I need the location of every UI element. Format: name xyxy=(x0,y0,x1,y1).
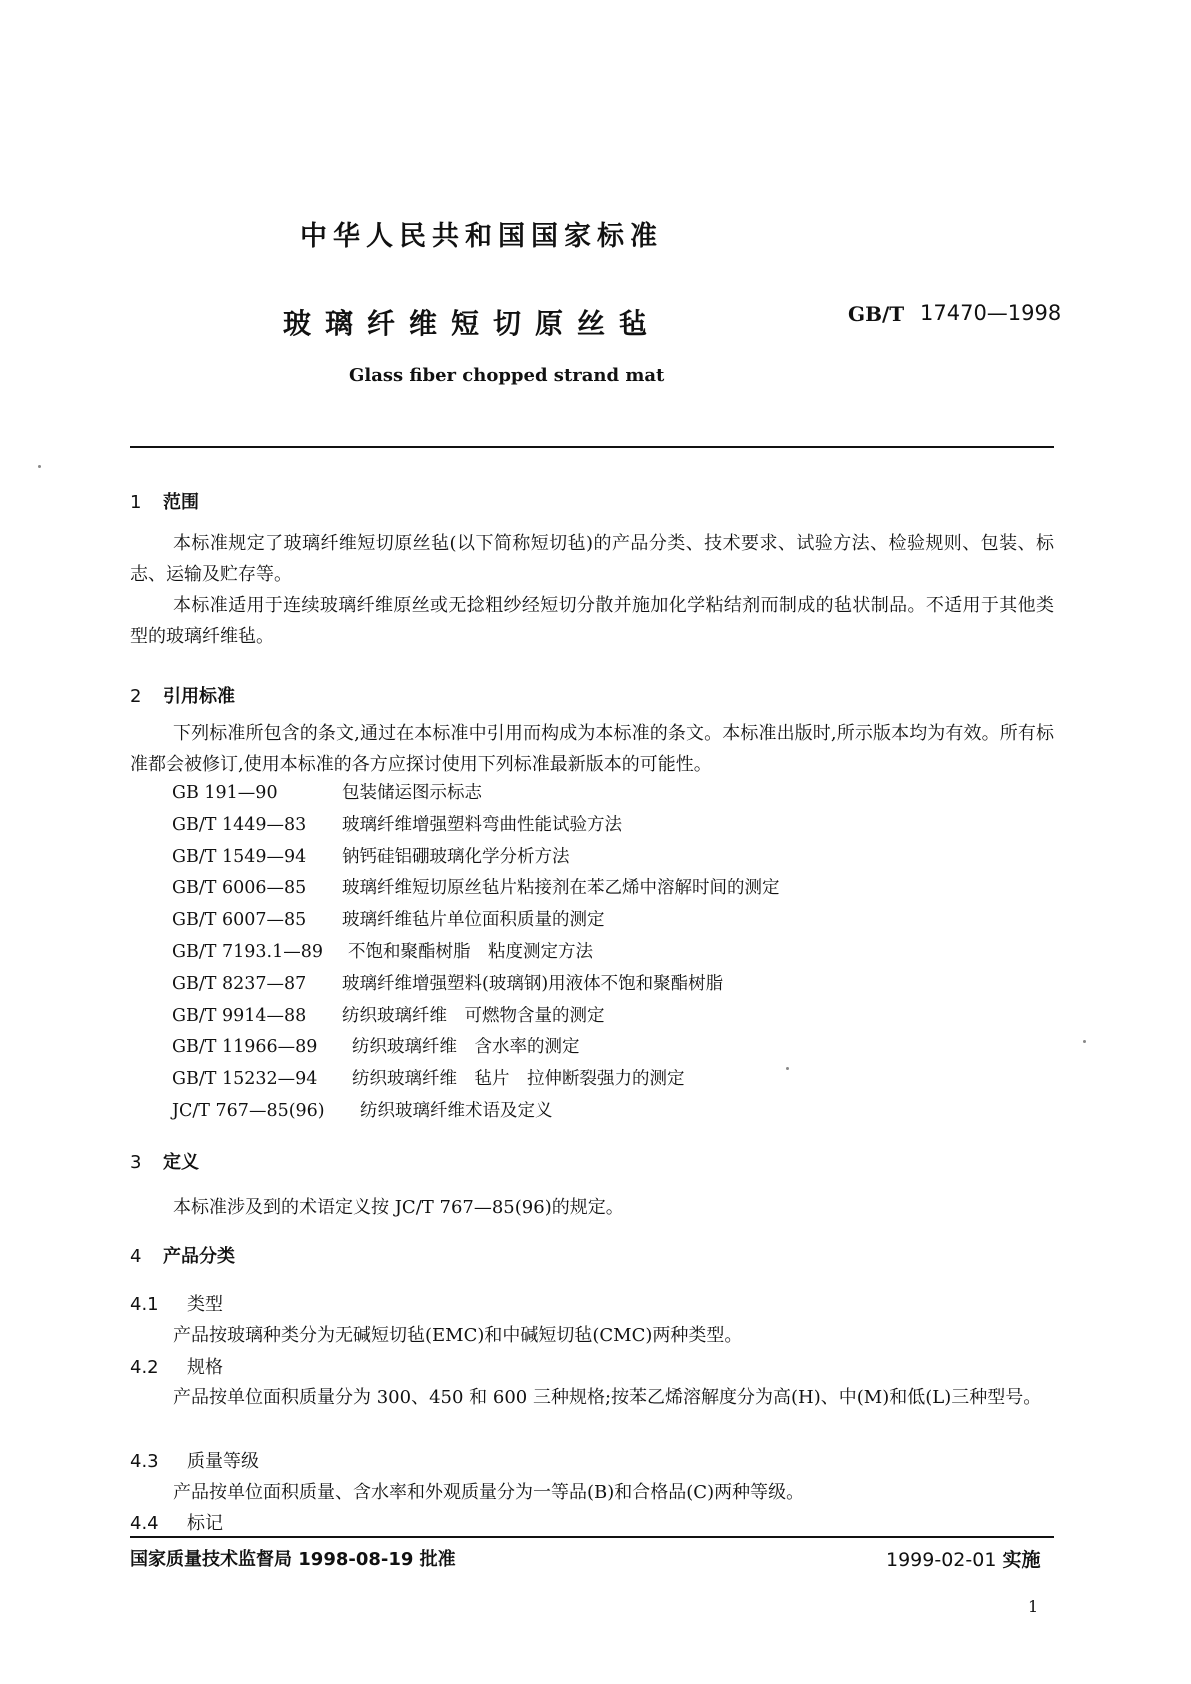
reference-title: 玻璃纤维短切原丝毡片粘接剂在苯乙烯中溶解时间的测定 xyxy=(342,878,780,899)
reference-title: 玻璃纤维增强塑料弯曲性能试验方法 xyxy=(342,814,622,835)
standard-number: 17470—1998 xyxy=(920,301,1062,325)
section-number: 4 xyxy=(130,1246,142,1267)
reference-code: GB/T 1549—94 xyxy=(172,846,307,867)
subsection-title: 类型 xyxy=(187,1294,223,1315)
standard-prefix: GB/T xyxy=(848,302,905,326)
section-1-paragraph: 本标准规定了玻璃纤维短切原丝毡(以下简称短切毡)的产品分类、技术要求、试验方法、检验规则、包装、标志、运输及贮存等。 xyxy=(130,533,1054,585)
section-number: 2 xyxy=(130,686,142,707)
subsection-4-3-paragraph: 产品按单位面积质量、含水率和外观质量分为一等品(B)和合格品(C)两种等级。 xyxy=(173,1482,805,1503)
reference-code: GB/T 9914—88 xyxy=(172,1005,307,1026)
reference-code: GB 191—90 xyxy=(172,783,278,803)
reference-item xyxy=(172,873,780,905)
subsection-4-1-heading xyxy=(130,1290,223,1316)
section-number: 3 xyxy=(130,1152,142,1173)
reference-title: 钠钙硅铝硼玻璃化学分析方法 xyxy=(342,846,570,867)
reference-item xyxy=(172,937,780,969)
reference-title: 纺织玻璃纤维 可燃物含量的测定 xyxy=(342,1005,605,1026)
section-number: 1 xyxy=(130,492,142,513)
scan-speck xyxy=(786,1067,789,1070)
subsection-4-4-heading xyxy=(130,1509,223,1535)
reference-item xyxy=(172,778,780,810)
reference-list xyxy=(172,778,780,1128)
section-2-heading xyxy=(130,682,235,708)
section-2-intro: 下列标准所包含的条文,通过在本标准中引用而构成为本标准的条文。本标准出版时,所示版本均为有效。所有标准都会被修订,使用本标准的各方应探讨使用下列标准最新版本的可能性。 xyxy=(130,723,1054,775)
header-divider xyxy=(130,446,1054,448)
national-standard-title: 中华人民共和国国家标准 xyxy=(300,221,663,252)
subsection-title: 质量等级 xyxy=(187,1451,259,1472)
section-title: 引用标准 xyxy=(163,686,235,707)
document-title-cn: 玻璃纤维短切原丝毡 xyxy=(283,307,662,340)
reference-code: GB/T 11966—89 xyxy=(172,1037,318,1058)
effective-label: 实施 xyxy=(1002,1549,1041,1571)
footer-divider xyxy=(130,1536,1054,1538)
reference-title: 玻璃纤维增强塑料(玻璃钢)用液体不饱和聚酯树脂 xyxy=(342,973,724,994)
subsection-4-3-heading xyxy=(130,1447,259,1473)
subsection-number: 4.4 xyxy=(130,1513,159,1534)
subsection-number: 4.2 xyxy=(130,1357,159,1378)
subsection-4-2-heading xyxy=(130,1353,223,1379)
reference-item xyxy=(172,969,780,1001)
reference-item xyxy=(172,1032,780,1064)
section-title: 定义 xyxy=(163,1152,199,1173)
subsection-number: 4.1 xyxy=(130,1294,159,1315)
subsection-4-2-paragraph: 产品按单位面积质量分为 300、450 和 600 三种规格;按苯乙烯溶解度分为高(H)、中(M)和低(L)三种型号。 xyxy=(173,1387,1042,1408)
reference-title: 不饱和聚酯树脂 粘度测定方法 xyxy=(348,941,593,962)
reference-title: 纺织玻璃纤维 含水率的测定 xyxy=(352,1037,580,1058)
section-title: 产品分类 xyxy=(163,1246,235,1267)
reference-title: 玻璃纤维毡片单位面积质量的测定 xyxy=(342,910,605,931)
reference-item xyxy=(172,842,780,874)
scan-speck xyxy=(38,465,41,468)
subsection-title: 标记 xyxy=(187,1513,223,1534)
reference-item xyxy=(172,905,780,937)
reference-code: GB/T 6006—85 xyxy=(172,878,307,899)
page-number: 1 xyxy=(1028,1597,1039,1616)
reference-code: GB/T 8237—87 xyxy=(172,973,307,994)
reference-code: GB/T 6007—85 xyxy=(172,910,307,931)
approval-line: 国家质量技术监督局 1998-08-19 批准 xyxy=(130,1549,456,1570)
reference-code: JC/T 767—85(96) xyxy=(172,1100,325,1121)
section-4-heading xyxy=(130,1242,235,1268)
section-3-heading xyxy=(130,1148,199,1174)
effective-date: 1999-02-01 xyxy=(886,1549,997,1571)
reference-item xyxy=(172,1064,780,1096)
reference-code: GB/T 1449—83 xyxy=(172,814,307,835)
reference-title: 纺织玻璃纤维术语及定义 xyxy=(360,1100,553,1121)
reference-item xyxy=(172,1096,780,1128)
section-title: 范围 xyxy=(163,492,199,513)
section-3-paragraph: 本标准涉及到的术语定义按 JC/T 767—85(96)的规定。 xyxy=(173,1197,624,1218)
scan-speck xyxy=(1083,1040,1086,1043)
document-title-en: Glass fiber chopped strand mat xyxy=(349,365,665,386)
reference-code: GB/T 15232—94 xyxy=(172,1069,318,1090)
subsection-title: 规格 xyxy=(187,1357,223,1378)
reference-item xyxy=(172,810,780,842)
section-1-paragraph: 本标准适用于连续玻璃纤维原丝或无捻粗纱经短切分散并施加化学粘结剂而制成的毡状制品。不适用于其他类型的玻璃纤维毡。 xyxy=(130,595,1054,647)
effective-line xyxy=(886,1545,1040,1572)
reference-title: 包装储运图示标志 xyxy=(342,783,482,803)
reference-item xyxy=(172,1001,780,1033)
section-1-heading xyxy=(130,488,199,514)
subsection-4-1-paragraph: 产品按玻璃种类分为无碱短切毡(EMC)和中碱短切毡(CMC)两种类型。 xyxy=(173,1325,743,1346)
reference-title: 纺织玻璃纤维 毡片 拉伸断裂强力的测定 xyxy=(352,1069,685,1090)
reference-code: GB/T 7193.1—89 xyxy=(172,941,323,962)
subsection-number: 4.3 xyxy=(130,1451,159,1472)
